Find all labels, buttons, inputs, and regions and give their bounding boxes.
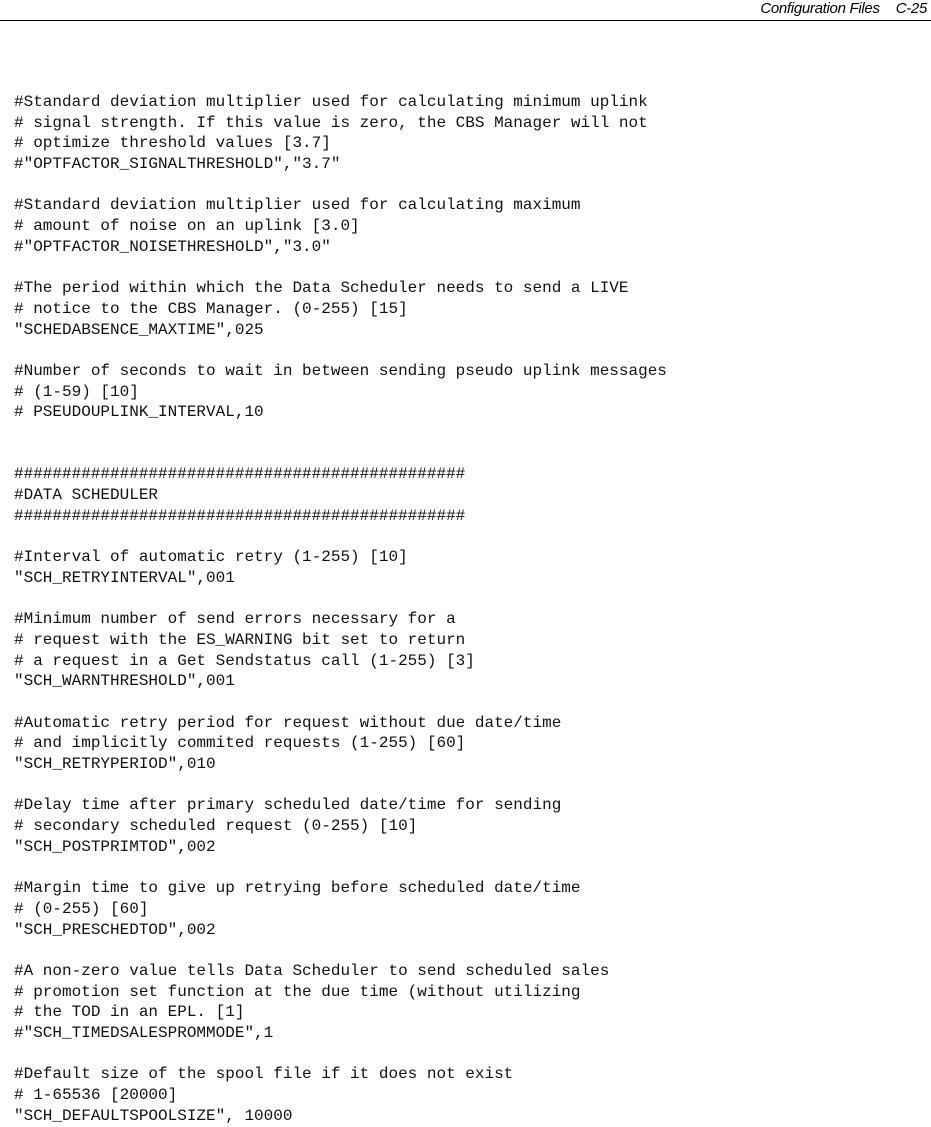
code-line: # PSEUDOUPLINK_INTERVAL,10 [14, 403, 264, 422]
page-header [760, 0, 927, 18]
code-line: # 1-65536 [20000] [14, 1086, 178, 1104]
code-line: "SCH_WARNTHRESHOLD",001 [14, 672, 235, 691]
blank-line [14, 444, 926, 465]
code-line: #Interval of automatic retry (1-255) [10] [14, 548, 408, 567]
blank-line [14, 692, 926, 713]
blank-line [14, 423, 926, 444]
blank-line [14, 775, 926, 796]
code-line: # and implicitly commited requests (1-255) [60] [14, 734, 466, 753]
code-line: ############################################### [14, 465, 466, 484]
blank-line [14, 589, 926, 610]
code-line: # signal strength. If this value is zero, the CBS Manager will not [14, 113, 648, 132]
blank-line [14, 1044, 926, 1065]
blank-line [14, 340, 926, 361]
blank-line [14, 940, 926, 961]
code-line: #The period within which the Data Scheduler needs to send a LIVE [14, 279, 629, 298]
code-line: "SCH_POSTPRIMTOD",002 [14, 837, 216, 856]
code-line: #Standard deviation multiplier used for calculating minimum uplink [14, 93, 648, 111]
code-line: "SCH_PRESCHEDTOD",002 [14, 920, 216, 939]
code-line: "SCH_RETRYINTERVAL",001 [14, 568, 235, 587]
code-line: # (1-59) [10] [14, 382, 139, 401]
page-number: C-25 [895, 0, 927, 17]
code-line: #Standard deviation multiplier used for calculating maximum [14, 196, 581, 215]
code-line: #Number of seconds to wait in between sending pseudo uplink messages [14, 361, 667, 380]
code-line: # notice to the CBS Manager. (0-255) [15] [14, 299, 408, 318]
code-line: "SCH_RETRYPERIOD",010 [14, 755, 216, 773]
header-divider [0, 20, 931, 21]
code-line: #"OPTFACTOR_NOISETHRESHOLD","3.0" [14, 237, 331, 256]
code-line: # amount of noise on an uplink [3.0] [14, 217, 360, 236]
blank-line [14, 258, 926, 279]
code-line: #Minimum number of send errors necessary for a [14, 610, 456, 629]
code-line: #DATA SCHEDULER [14, 486, 159, 505]
code-line: # a request in a Get Sendstatus call (1-255) [3] [14, 651, 475, 670]
code-line: #Automatic retry period for request without due date/time [14, 713, 562, 732]
code-line: # (0-255) [60] [14, 899, 149, 918]
code-line: # optimize threshold values [3.7] [14, 134, 331, 153]
code-line: # request with the ES_WARNING bit set to return [14, 630, 466, 649]
code-line: #Margin time to give up retrying before scheduled date/time [14, 879, 581, 898]
config-file-listing [14, 92, 926, 1126]
blank-line [14, 175, 926, 196]
code-line: # the TOD in an EPL. [1] [14, 1003, 245, 1022]
code-line: #Default size of the spool file if it does not exist [14, 1065, 514, 1084]
section-title: Configuration Files [760, 0, 880, 17]
blank-line [14, 526, 926, 547]
code-line: # promotion set function at the due time (without utilizing [14, 982, 581, 1001]
code-line: #"OPTFACTOR_SIGNALTHRESHOLD","3.7" [14, 155, 341, 174]
code-line: ############################################### [14, 506, 466, 525]
code-line: "SCH_DEFAULTSPOOLSIZE", 10000 [14, 1106, 293, 1125]
code-line: #"SCH_TIMEDSALESPROMMODE",1 [14, 1023, 274, 1042]
code-line: # secondary scheduled request (0-255) [10] [14, 817, 418, 836]
blank-line [14, 857, 926, 878]
code-line: #Delay time after primary scheduled date/time for sending [14, 796, 562, 815]
code-line: "SCHEDABSENCE_MAXTIME",025 [14, 320, 264, 339]
code-line: #A non-zero value tells Data Scheduler to send scheduled sales [14, 961, 610, 980]
